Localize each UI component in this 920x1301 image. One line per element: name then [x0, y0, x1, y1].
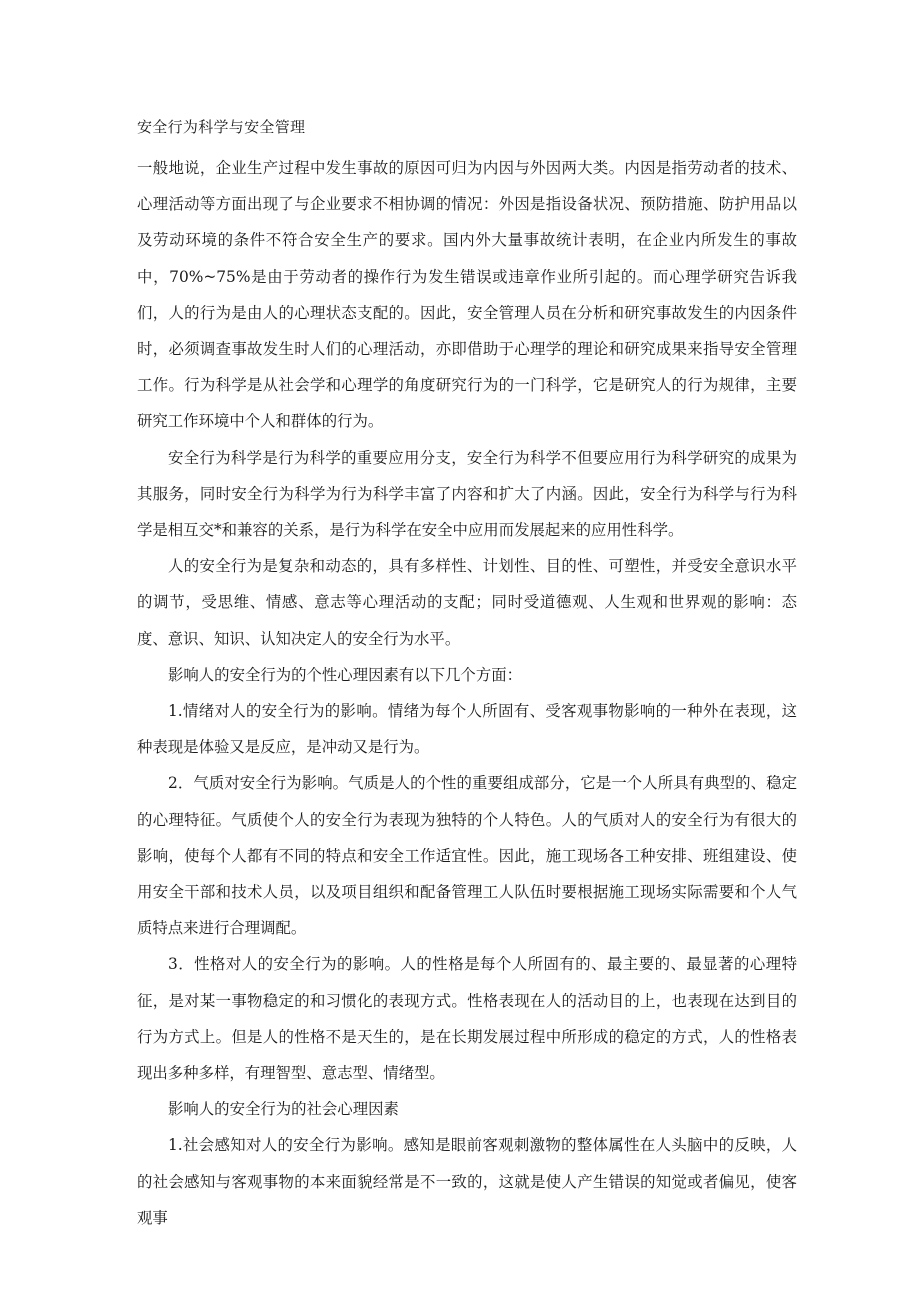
paragraph-safety-behavior-science: 安全行为科学是行为科学的重要应用分支，安全行为科学不但要应用行为科学研究的成果为其服务，同时安全行为科学为行为科学丰富了内容和扩大了内涵。因此，安全行为科学与行为科学是相互交*和兼容的关系，是行为科学在安全中应用而发展起来的应用性科学。: [137, 448, 797, 540]
paragraph-personality-factors-heading: 影响人的安全行为的个性心理因素有以下几个方面：: [168, 665, 522, 684]
paragraph-social-factors-heading: 影响人的安全行为的社会心理因素: [168, 1100, 399, 1119]
paragraph-human-safety-behavior: 人的安全行为是复杂和动态的，具有多样性、计划性、目的性、可塑性，并受安全意识水平的调节，受思维、情感、意志等心理活动的支配；同时受道德观、人生观和世界观的影响：态度、意识、知识、认知决定人的安全行为水平。: [137, 557, 797, 648]
document-title: 安全行为科学与安全管理: [137, 118, 306, 136]
document-body: [137, 150, 797, 1236]
paragraph-character: 3．性格对人的安全行为的影响。人的性格是每个人所固有的、最主要的、最显著的心理特征，是对某一事物稳定的和习惯化的表现方式。性格表现在人的活动目的上，也表现在达到目的行为方式上。但是人的性格不是天生的，是在长期发展过程中所形成的稳定的方式，人的性格表现出多种多样，有理智型、意志型、情绪型。: [137, 955, 797, 1083]
paragraph-social-perception: 1.社会感知对人的安全行为影响。感知是眼前客观刺激物的整体属性在人头脑中的反映，人的社会感知与客观事物的本来面貌经常是不一致的，这就是使人产生错误的知觉或者偏见，使客观事: [137, 1136, 797, 1227]
paragraph-causes: 一般地说，企业生产过程中发生事故的原因可归为内因与外因两大类。内因是指劳动者的技术、心理活动等方面出现了与企业要求不相协调的情况：外因是指设备状况、预防措施、防护用品以及劳动环境的条件不符合安全生产的要求。国内外大量事故统计表明，在企业内所发生的事故中，70%~75%是由于劳动者的操作行为发生错误或违章作业所引起的。而心理学研究告诉我们，人的行为是由人的心理状态支配的。因此，安全管理人员在分析和研究事故发生的内因条件时，必须调查事故发生时人们的心理活动，亦即借助于心理学的理论和研究成果来指导安全管理工作。行为科学是从社会学和心理学的角度研究行为的一门科学，它是研究人的行为规律，主要研究工作环境中个人和群体的行为。: [137, 159, 797, 431]
paragraph-temperament: 2．气质对安全行为影响。气质是人的个性的重要组成部分，它是一个人所具有典型的、稳定的心理特征。气质使个人的安全行为表现为独特的个人特色。人的气质对人的安全行为有很大的影响，使每个人都有不同的特点和安全工作适宜性。因此，施工现场各工种安排、班组建设、使用安全干部和技术人员，以及项目组织和配备管理工人队伍时要根据施工现场实际需要和个人气质特点来进行合理调配。: [137, 774, 797, 938]
paragraph-emotion: 1.情绪对人的安全行为的影响。情绪为每个人所固有、受客观事物影响的一种外在表现，这种表现是体验又是反应，是冲动又是行为。: [137, 702, 797, 757]
